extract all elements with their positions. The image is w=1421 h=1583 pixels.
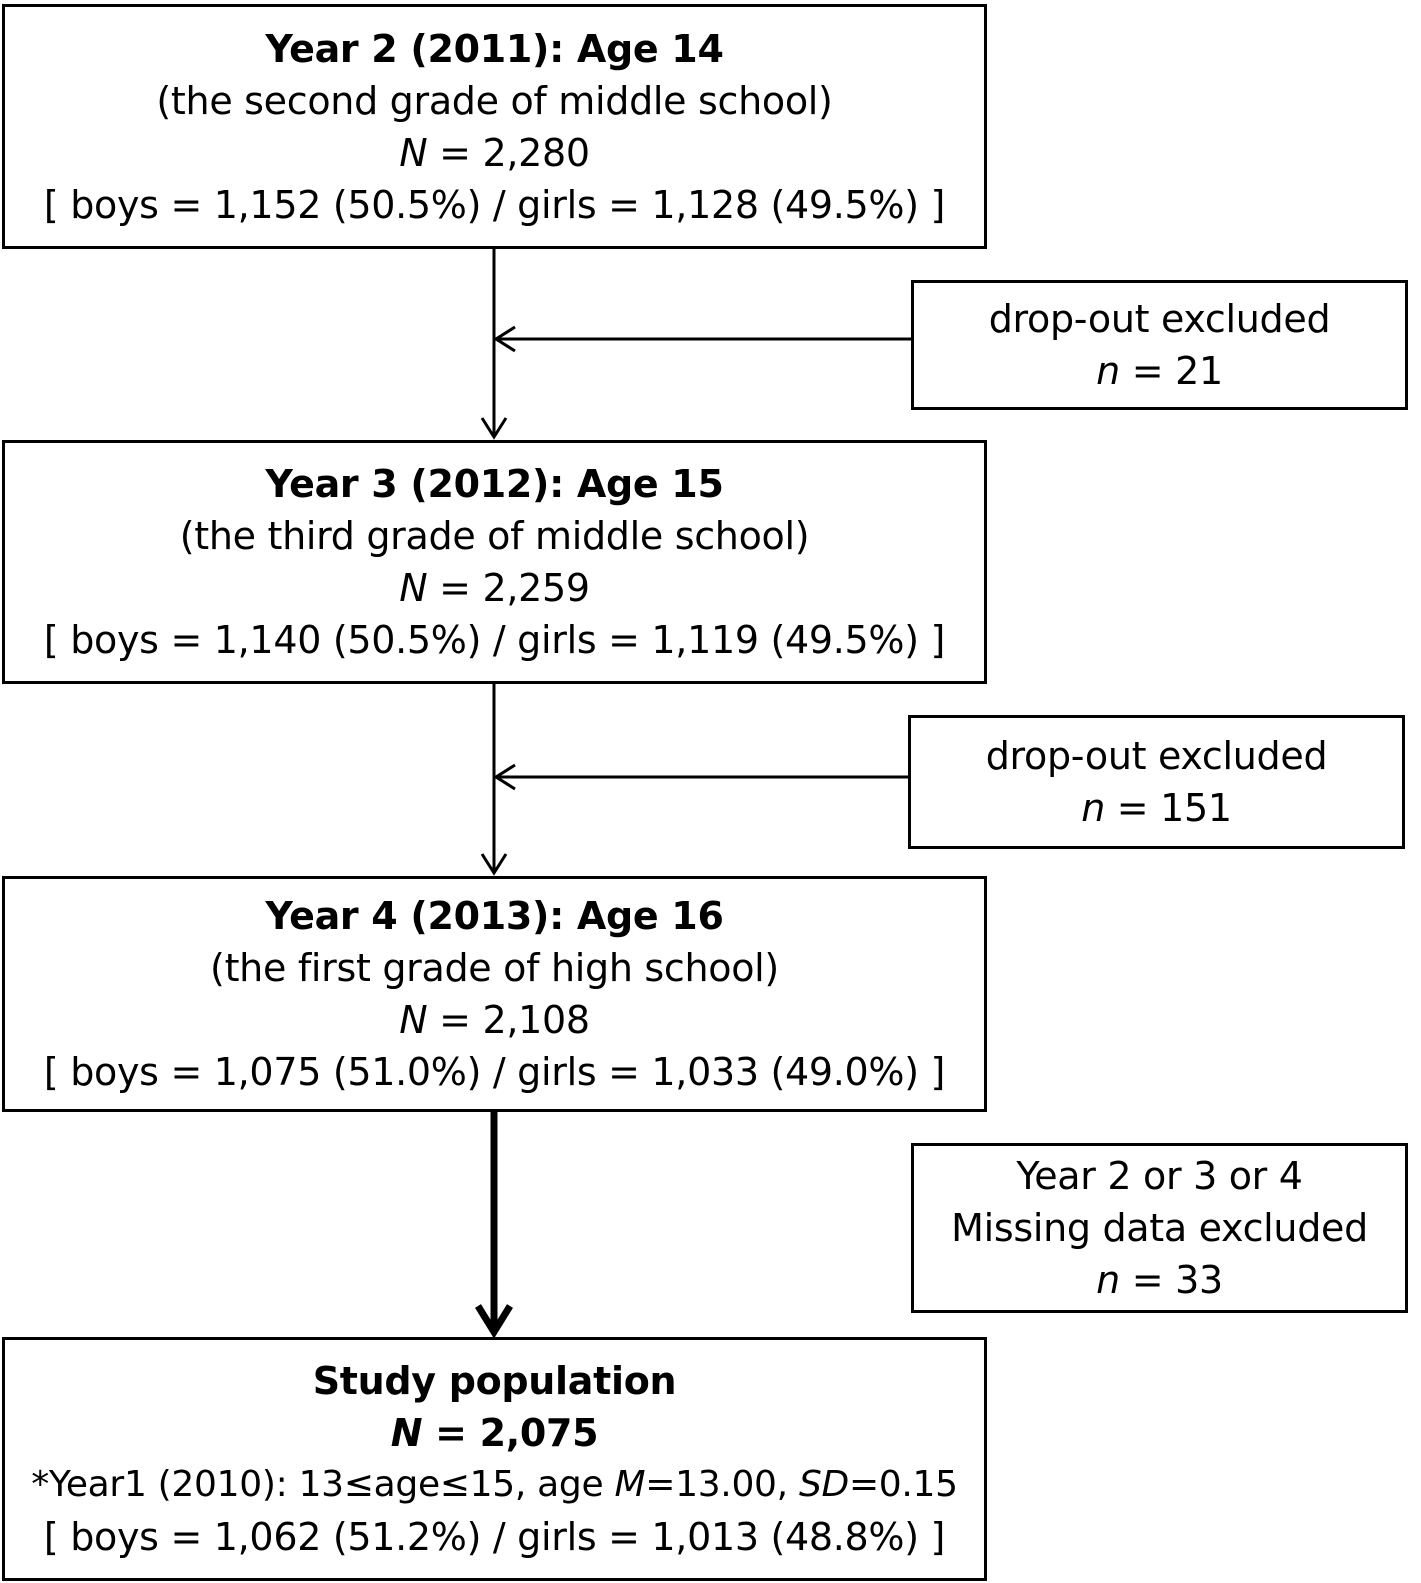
year4-title: Year 4 (2013): Age 16 (265, 894, 724, 938)
year3-sample-size (399, 562, 590, 614)
exclusion1-n-value: = 21 (1119, 349, 1223, 393)
exclusion-box-1 (911, 280, 1408, 410)
study-n-value: = 2,075 (422, 1411, 599, 1455)
study-breakdown: [ boys = 1,062 (51.2%) / girls = 1,013 (48.8%) ] (43, 1515, 946, 1559)
year2-subtitle: (the second grade of middle school) (156, 78, 833, 123)
exclusion2-count (1081, 782, 1232, 834)
year4-sample-size (399, 994, 590, 1046)
year4-subtitle: (the first grade of high school) (210, 946, 779, 990)
year2-n-value: = 2,280 (427, 130, 590, 175)
year4-box (2, 876, 987, 1112)
year2-n-label: N (399, 130, 428, 175)
study-sample-size (391, 1407, 599, 1459)
exclusion3-n-label: n (1096, 1258, 1120, 1302)
year3-n-value: = 2,259 (427, 566, 590, 610)
exclusion1-label: drop-out excluded (988, 297, 1331, 341)
year2-breakdown: [ boys = 1,152 (50.5%) / girls = 1,128 (49.5%) ] (43, 182, 946, 227)
exclusion2-n-label: n (1081, 786, 1106, 830)
study-sd-label: SD (798, 1464, 849, 1505)
exclusion1-count (1096, 345, 1223, 397)
year3-subtitle: (the third grade of middle school) (179, 514, 810, 558)
study-population-box (2, 1337, 987, 1581)
year2-title: Year 2 (2011): Age 14 (265, 26, 724, 71)
year3-box (2, 440, 987, 684)
study-sd-value: =0.15 (848, 1464, 958, 1505)
study-note-prefix: *Year1 (2010): 13≤age≤15, age (31, 1464, 615, 1505)
year2-sample-size (399, 127, 590, 179)
exclusion1-n-label: n (1096, 349, 1120, 393)
exclusion3-count (1096, 1254, 1223, 1306)
study-title: Study population (312, 1359, 677, 1403)
exclusion3-line2: Missing data excluded (951, 1206, 1368, 1250)
study-m-label: M (614, 1464, 646, 1505)
study-m-value: =13.00, (645, 1464, 799, 1505)
exclusion2-label: drop-out excluded (985, 734, 1328, 778)
exclusion3-n-value: = 33 (1119, 1258, 1223, 1302)
year4-n-value: = 2,108 (427, 998, 590, 1042)
year2-box (2, 4, 987, 249)
exclusion3-line1: Year 2 or 3 or 4 (1016, 1154, 1303, 1198)
study-age-note (31, 1459, 958, 1511)
exclusion-box-3 (911, 1143, 1408, 1313)
year4-n-label: N (399, 998, 428, 1042)
year3-breakdown: [ boys = 1,140 (50.5%) / girls = 1,119 (49.5%) ] (43, 618, 946, 662)
exclusion2-n-value: = 151 (1105, 786, 1232, 830)
year3-title: Year 3 (2012): Age 15 (265, 462, 724, 506)
study-n-label: N (390, 1411, 423, 1455)
year4-breakdown: [ boys = 1,075 (51.0%) / girls = 1,033 (49.0%) ] (43, 1050, 946, 1094)
year3-n-label: N (399, 566, 428, 610)
exclusion-box-2 (908, 715, 1405, 849)
